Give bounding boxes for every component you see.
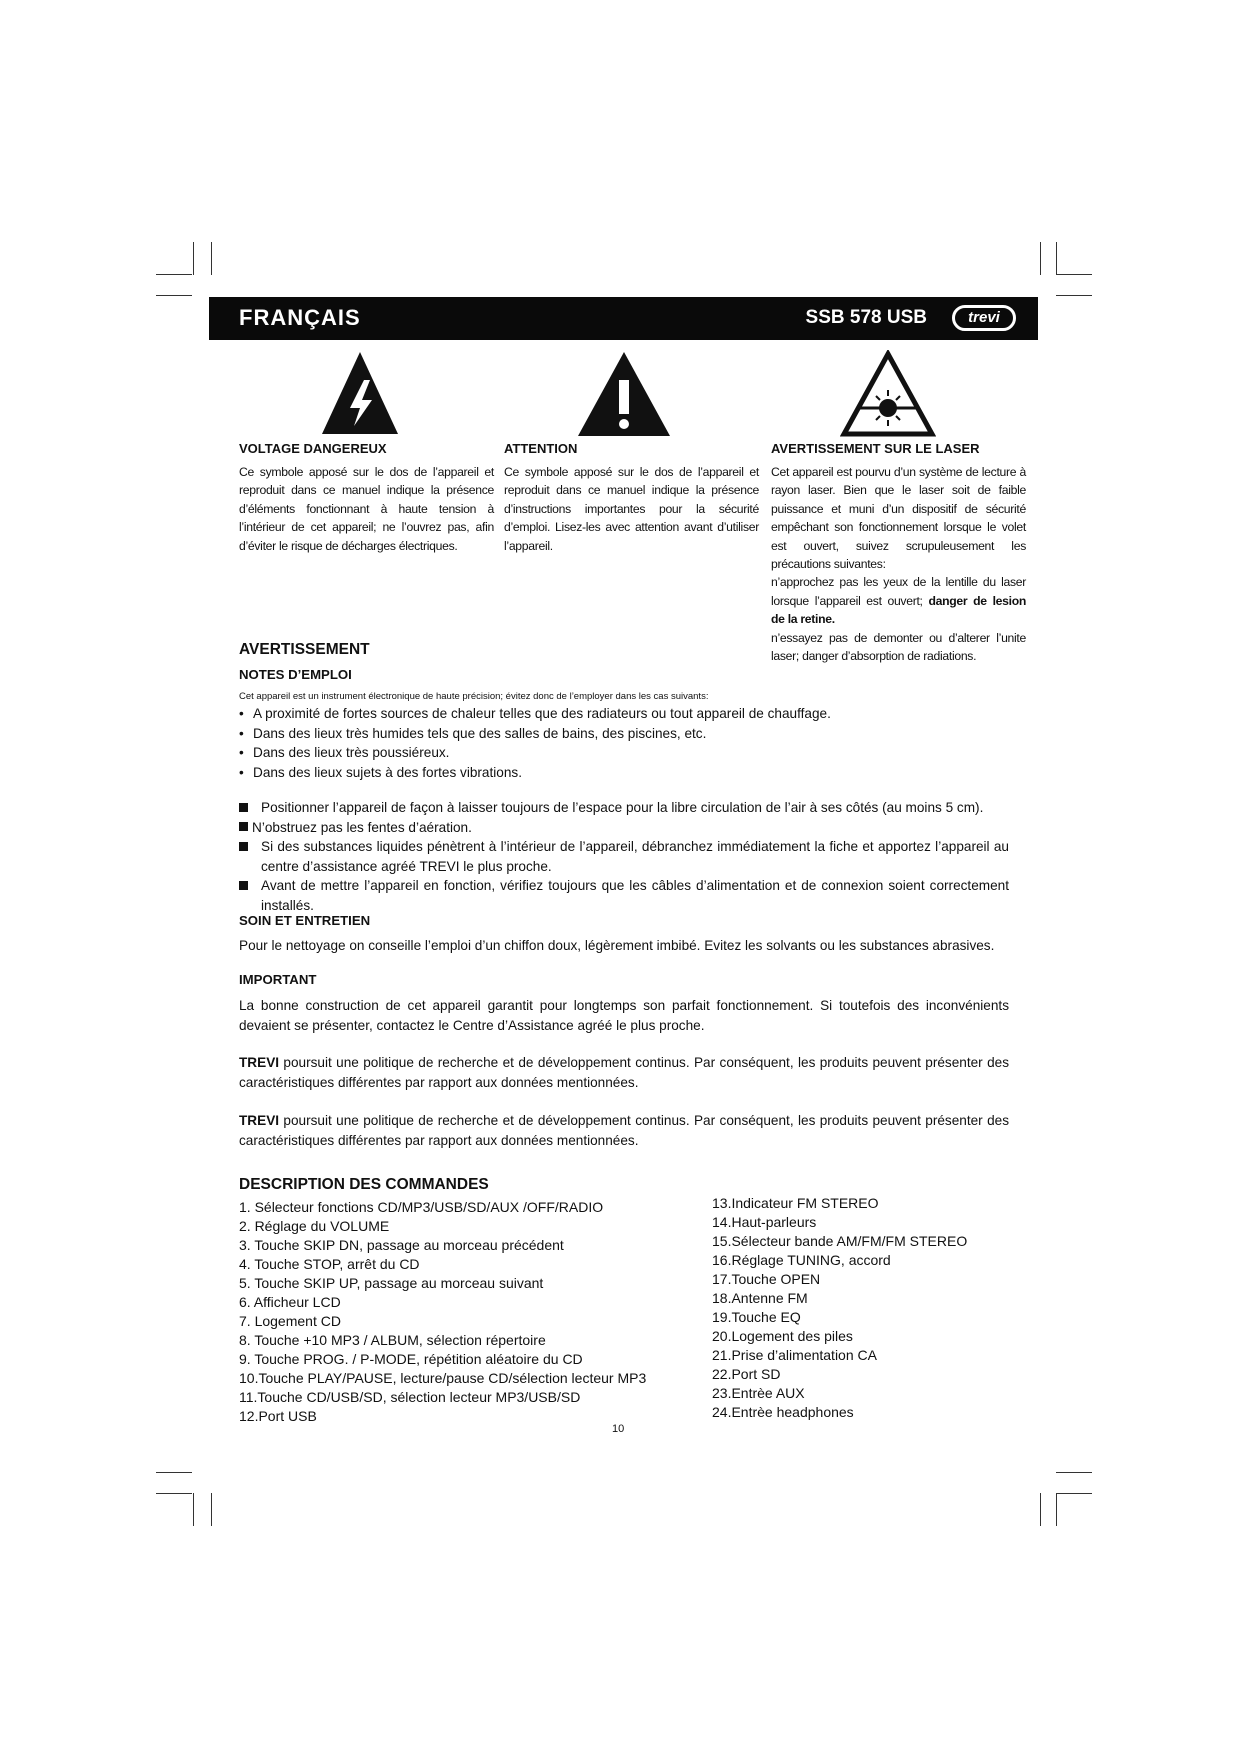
commands-title: DESCRIPTION DES COMMANDES [239,1176,489,1193]
list-item: 23.Entrèe AUX [712,1385,805,1401]
trevi-note: TREVI poursuit une politique de recherche et de développement continus. Par conséquent, les produits peuvent présenter des caractéristiques différentes par rapport aux données mentionnées. [239,1113,1009,1148]
crop-mark [211,242,212,275]
model-name: SSB 578 USB [805,307,927,328]
language-title: FRANÇAIS [239,305,361,330]
list-item: Positionner l’appareil de façon à laisser toujours de l’espace pour la libre circulation de l’air à ses côtés (au moins 5 cm). [239,798,1009,818]
crop-mark [1040,242,1041,275]
exclamation-triangle-icon [576,350,672,438]
crop-mark [1040,1493,1041,1526]
soin-text: Pour le nettoyage on conseille l’emploi d’un chiffon doux, légèrement imbibé. Evitez les solvants ou les substances abrasives. [239,938,995,953]
notes-emploi-title: NOTES D’EMPLOI [239,667,352,682]
crop-mark [1056,1472,1092,1473]
list-item: 9. Touche PROG. / P-MODE, répétition aléatoire du CD [239,1351,583,1367]
list-item: 21.Prise d’alimentation CA [712,1347,877,1363]
list-item: 11.Touche CD/USB/SD, sélection lecteur MP3/USB/SD [239,1389,581,1405]
list-item: 16.Réglage TUNING, accord [712,1252,891,1268]
warning-text: Cet appareil est pourvu d’un système de lecture à rayon laser. Bien que le laser soit de faible puissance et muni d’un dispositif de sécurité empêchant son fonctionnement lorsque le volet est ouvert, suivez scrupuleusement les précautions suivantes: [771,465,1026,572]
list-item: 5. Touche SKIP UP, passage au morceau suivant [239,1275,544,1291]
notes-emploi-bullets [239,704,1009,782]
warning-title: ATTENTION [504,441,578,456]
list-item: 8. Touche +10 MP3 / ALBUM, sélection répertoire [239,1332,546,1348]
warning-voltage [239,441,494,555]
list-item: 24.Entrèe headphones [712,1404,854,1420]
trevi-note: TREVI poursuit une politique de recherche et de développement continus. Par conséquent, les produits peuvent présenter des caractéristiques différentes par rapport aux données mentionnées. [239,1055,1009,1090]
crop-mark [1056,1493,1057,1526]
brand-name: TREVI [239,1113,280,1128]
soin-title: SOIN ET ENTRETIEN [239,913,371,928]
warning-text: Ce symbole apposé sur le dos de l’appareil et reproduit dans ce manuel indique la présence d’éléments fonctionnant à haute tension à l’intérieur de cet appareil; ne l’ouvrez pas, afin d’éviter le risque de décharges électriques. [239,465,494,553]
list-item: 13.Indicateur FM STEREO [712,1195,879,1211]
brand-logo: trevi [952,305,1016,331]
crop-mark [1056,1493,1092,1494]
warning-title: VOLTAGE DANGEREUX [239,441,387,456]
brand-name: TREVI [239,1055,280,1070]
list-item: 3. Touche SKIP DN, passage au morceau précédent [239,1237,564,1253]
list-item: 20.Logement des piles [712,1328,853,1344]
page-header-bar [209,297,1038,340]
list-item: 18.Antenne FM [712,1290,808,1306]
list-item: Si des substances liquides pénètrent à l’intérieur de l’appareil, débranchez immédiatement la fiche et apportez l’appareil au centre d’assistance agréé TREVI le plus proche. [239,837,1009,876]
warning-attention [504,441,759,555]
warning-text-3: n’essayez pas de demonter ou d’alterer l’unite laser; danger d’absorption de radiations. [771,630,1026,664]
list-item: 2. Réglage du VOLUME [239,1218,390,1234]
list-item: 4. Touche STOP, arrêt du CD [239,1256,420,1272]
commands-left-list [239,1198,646,1426]
list-item: 17.Touche OPEN [712,1271,821,1287]
list-item: Avant de mettre l’appareil en fonction, vérifiez toujours que les câbles d’alimentation et de connexion soient correctement installés. [239,876,1009,915]
crop-mark [193,242,194,275]
crop-mark [156,295,192,296]
crop-mark [211,1493,212,1526]
warning-title: AVERTISSEMENT SUR LE LASER [771,441,980,456]
list-item: N’obstruez pas les fentes d’aération. [239,818,1009,838]
list-item: • Dans des lieux sujets à des fortes vibrations. [239,763,1009,783]
warning-laser [771,441,1026,665]
list-item: • Dans des lieux très poussiéreux. [239,743,1009,763]
page-number: 10 [612,1423,625,1435]
list-item: 6. Afficheur LCD [239,1294,341,1310]
notes-emploi-intro: Cet appareil est un instrument électronique de haute précision; évitez donc de l’employer dans les cas suivants: [239,691,709,702]
laser-triangle-icon [840,350,936,438]
list-item: 7. Logement CD [239,1313,341,1329]
warning-text: Ce symbole apposé sur le dos de l’appareil et reproduit dans ce manuel indique la présence d’instructions importantes pour la sécurité d’emploi. Lisez-les avec attention avant d’utiliser l’appareil. [504,465,759,553]
list-item: 22.Port SD [712,1366,781,1382]
commands-right-list [712,1194,967,1422]
list-item: 1. Sélecteur fonctions CD/MP3/USB/SD/AUX /OFF/RADIO [239,1199,604,1215]
crop-mark [156,1493,192,1494]
crop-mark [193,1493,194,1526]
list-item: 14.Haut-parleurs [712,1214,817,1230]
list-item: 10.Touche PLAY/PAUSE, lecture/pause CD/sélection lecteur MP3 [239,1370,647,1386]
list-item: • A proximité de fortes sources de chaleur telles que des radiateurs ou tout appareil de chauffage. [239,704,1009,724]
important-text: La bonne construction de cet appareil garantit pour longtemps son parfait fonctionnement. Si toutefois des inconvénients devaient se présenter, contactez le Centre d’Assistance agréé le plus proche. [239,998,1009,1033]
crop-mark [1056,295,1092,296]
important-title: IMPORTANT [239,972,317,987]
crop-mark [1056,274,1092,275]
crop-mark [1056,242,1057,275]
list-item: • Dans des lieux très humides tels que des salles de bains, des piscines, etc. [239,724,1009,744]
warning-text-2: n’approchez pas les yeux de la lentille du laser lorsque l’appareil est ouvert; danger de lesion de la retine. [771,575,1026,627]
list-item: 19.Touche EQ [712,1309,801,1325]
lightning-triangle-icon [320,350,400,436]
crop-mark [156,274,192,275]
warning-bold-text: danger de lesion de la retine. [771,593,1026,627]
avertissement-title: AVERTISSEMENT [239,641,370,658]
list-item: 15.Sélecteur bande AM/FM/FM STEREO [712,1233,968,1249]
notes-emploi-squares [239,798,1009,916]
crop-mark [156,1472,192,1473]
list-item: 12.Port USB [239,1408,317,1424]
